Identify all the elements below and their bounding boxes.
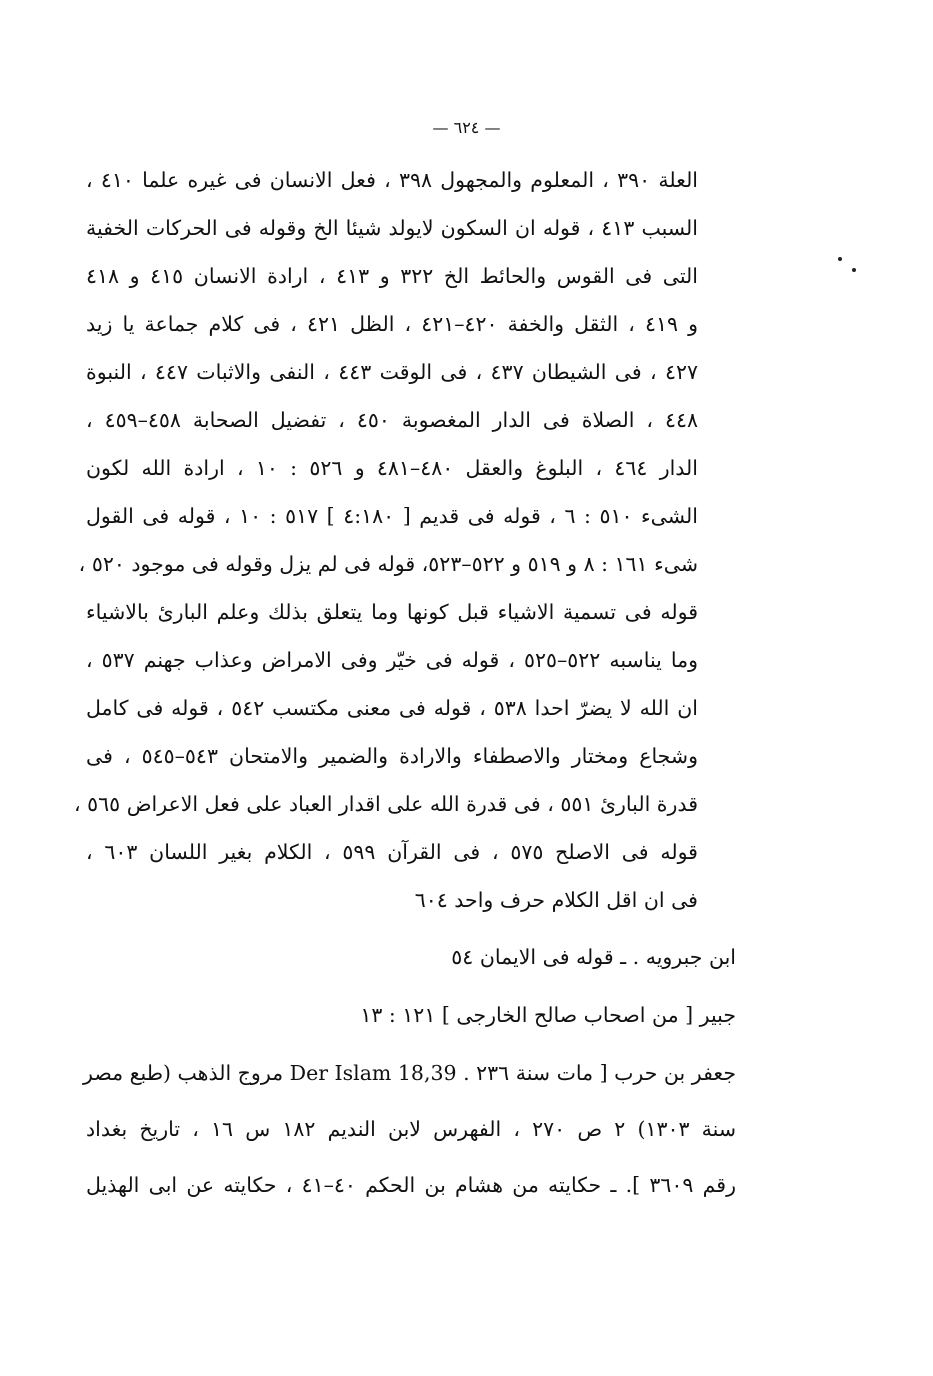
text-line: قوله فى الاصلح ٥٧٥ ، فى القرآن ٥٩٩ ، الكلام بغير اللسان ٦٠٣ ، [86,840,698,864]
text-line: و ٤١٩ ، الثقل والخفة ٤٢٠–٤٢١ ، الظل ٤٢١ ، فى كلام جماعة يا زيد [86,312,698,336]
text-line: وما يناسبه ٥٢٢–٥٢٥ ، قوله فى خيّر وفى الامراض وعذاب جهنم ٥٣٧ ، [86,648,698,672]
text-line: شىء ١٦١ : ٨ و ٥١٩ و ٥٢٢–٥٢٣، قوله فى لم يزل وقوله فى موجود ٥٢٠ ، [78,552,698,576]
index-entry-ibn-jabrawayh [86,929,736,985]
page-number: — ٦٢٤ — [432,118,501,137]
index-entry-continuation [74,156,699,924]
text-line: ابن جبرويه . ـ قوله فى الايمان ٥٤ [451,945,736,969]
text-line: التى فى القوس والحائط الخ ٣٢٢ و ٤١٣ ، ارادة الانسان ٤١٥ و ٤١٨ [86,264,698,288]
text-line: السبب ٤١٣ ، قوله ان السكون لايولد شيئا الخ وقوله فى الحركات الخفية [86,216,698,240]
index-entry-jubayr [86,987,736,1043]
text-line: العلة ٣٩٠ ، المعلوم والمجهول ٣٩٨ ، فعل الانسان فى غيره علما ٤١٠ ، [86,168,699,192]
text-line: الدار ٤٦٤ ، البلوغ والعقل ٤٨٠–٤٨١ و ٥٢٦ : ١٠ ، ارادة الله لكون [86,456,698,480]
text-line: قدرة البارئ ٥٥١ ، فى قدرة الله على اقدار العباد على فعل الاعراض ٥٦٥ ، [74,792,698,816]
index-entry-jafar-ibn-harb [83,1045,737,1213]
text-line: الشىء ٥١٠ : ٦ ، قوله فى قديم [ ٤:١٨٠ ] ٥١٧ : ١٠ ، قوله فى القول [86,504,698,528]
text-line: سنة ١٣٠٣) ٢ ص ٢٧٠ ، الفهرس لابن النديم ١٨٢ س ١٦ ، تاريخ بغداد [86,1117,737,1141]
text-line: جعفر بن حرب [ مات سنة ٢٣٦ . Der Islam 18,39 مروج الذهب (طبع مصر [83,1061,736,1085]
text-line: ان الله لا يضرّ احدا ٥٣٨ ، قوله فى معنى مكتسب ٥٤٢ ، قوله فى كامل [86,696,698,720]
text-line: قوله فى تسمية الاشياء قبل كونها وما يتعلق بذلك وعلم البارئ بالاشياء [86,600,698,624]
text-line: رقم ٣٦٠٩ ]. ـ حكايته من هشام بن الحكم ٤٠–٤١ ، حكايته عن ابى الهذيل [86,1173,736,1197]
scan-speck [838,257,842,261]
text-line: وشجاع ومختار والاصطفاء والارادة والضمير والامتحان ٥٤٣–٥٤٥ ، فى [86,744,698,768]
scan-speck [852,268,856,272]
text-line: فى ان اقل الكلام حرف واحد ٦٠٤ [414,888,698,912]
text-line: ٤٤٨ ، الصلاة فى الدار المغصوبة ٤٥٠ ، تفضيل الصحابة ٤٥٨–٤٥٩ ، [86,408,698,432]
text-line: جبير [ من اصحاب صالح الخارجى ] ١٢١ : ١٣ [360,1003,736,1027]
text-line: ٤٢٧ ، فى الشيطان ٤٣٧ ، فى الوقت ٤٤٣ ، النفى والاثبات ٤٤٧ ، النبوة [86,360,698,384]
